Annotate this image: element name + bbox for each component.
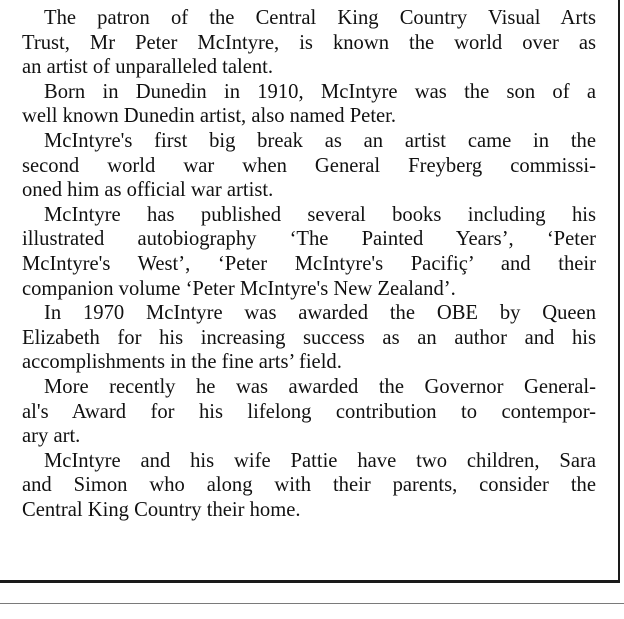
page-divider-rule <box>0 603 624 604</box>
text-line: Trust, Mr Peter McIntyre, is known the world over as <box>22 31 596 54</box>
text-line: al's Award for his lifelong contribution to contempor- <box>22 400 596 423</box>
text-line: oned him as official war artist. <box>22 179 274 202</box>
text-line: Born in Dunedin in 1910, McIntyre was the son of a <box>44 80 596 103</box>
text-line: More recently he was awarded the Governor General- <box>44 375 596 398</box>
text-line: companion volume ‘Peter McIntyre's New Zealand’. <box>22 277 456 300</box>
text-line: McIntyre's West’, ‘Peter McIntyre's Pacifiç’ and their <box>22 252 596 275</box>
paragraph-birth <box>22 80 596 129</box>
text-line: The patron of the Central King Country Visual Arts <box>44 7 596 29</box>
text-line: Central King Country their home. <box>22 498 301 521</box>
paragraph-family <box>22 449 596 523</box>
text-line: second world war when General Freyberg commissi- <box>22 154 596 177</box>
text-line: In 1970 McIntyre was awarded the OBE by Queen <box>44 302 596 325</box>
paragraph-war-artist <box>22 129 596 203</box>
text-line: McIntyre and his wife Pattie have two children, Sara <box>44 449 596 472</box>
text-line: an artist of unparalleled talent. <box>22 56 274 79</box>
text-line: McIntyre's first big break as an artist came in the <box>44 129 596 152</box>
text-line: illustrated autobiography ‘The Painted Years’, ‘Peter <box>22 228 596 251</box>
text-line: well known Dunedin artist, also named Peter. <box>22 105 397 128</box>
article-body <box>22 6 596 522</box>
paragraph-obe <box>22 301 596 375</box>
text-line: ary art. <box>22 425 81 448</box>
paragraph-patron <box>22 6 596 80</box>
paragraph-books <box>22 203 596 301</box>
text-line: Elizabeth for his increasing success as an author and his <box>22 326 596 349</box>
text-line: McIntyre has published several books including his <box>44 203 596 226</box>
text-line: accomplishments in the fine arts’ field. <box>22 351 342 374</box>
paragraph-governor-award <box>22 375 596 449</box>
text-line: and Simon who along with their parents, consider the <box>22 474 596 497</box>
